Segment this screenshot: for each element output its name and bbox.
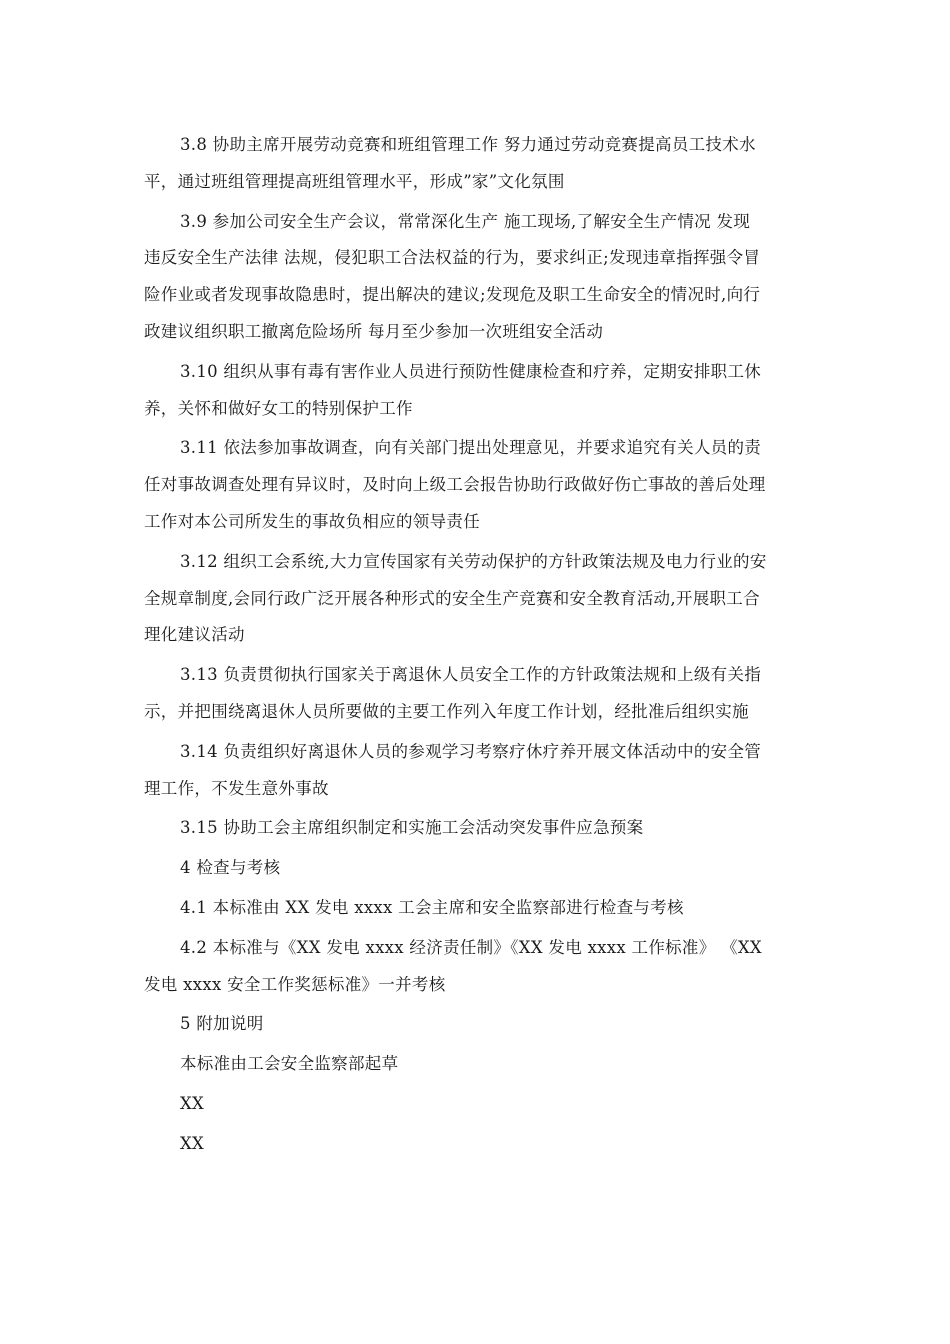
document-body: [144, 127, 816, 1166]
paragraph-line: 工作对本公司所发生的事故负相应的领导责任: [144, 511, 480, 531]
paragraph-p-4-2: [144, 930, 816, 1004]
paragraph-p-xx-2: [144, 1126, 816, 1163]
paragraph-line: 发电 xxxx 安全工作奖惩标准》一并考核: [144, 974, 446, 994]
paragraph-line: 任对事故调查处理有异议时，及时向上级工会报告协助行政做好伤亡事故的善后处理: [144, 475, 766, 495]
paragraph-line: 政建议组织职工撤离危险场所 每月至少参加一次班组安全活动: [144, 321, 604, 341]
paragraph-line: 3.11 依法参加事故调查，向有关部门提出处理意见，并要求追究有关人员的责: [180, 438, 762, 458]
paragraph-p-3-8: [144, 127, 816, 201]
paragraph-p-3-12: [144, 544, 816, 654]
paragraph-p-3-11: [144, 430, 816, 540]
paragraph-line: XX: [180, 1093, 205, 1113]
paragraph-line: 3.15 协助工会主席组织制定和实施工会活动突发事件应急预案: [180, 818, 644, 838]
paragraph-line: 养，关怀和做好女工的特别保护工作: [144, 398, 413, 418]
paragraph-p-3-10: [144, 354, 816, 428]
paragraph-p-3-9: [144, 204, 816, 351]
paragraph-line: 4.2 本标准与《XX 发电 xxxx 经济责任制》《XX 发电 xxxx 工作标准》 《XX: [180, 937, 762, 957]
paragraph-line: 4 检查与考核: [180, 858, 281, 878]
paragraph-line: 险作业或者发现事故隐患时，提出解决的建议;发现危及职工生命安全的情况时,向行: [144, 285, 761, 305]
paragraph-line: 理化建议活动: [144, 625, 245, 645]
paragraph-line: 本标准由工会安全监察部起草: [180, 1054, 399, 1074]
paragraph-line: XX: [180, 1133, 205, 1153]
paragraph-line: 4.1 本标准由 XX 发电 xxxx 工会主席和安全监察部进行检查与考核: [180, 897, 684, 917]
paragraph-line: 示，并把围绕离退休人员所要做的主要工作列入年度工作计划，经批准后组织实施: [144, 701, 749, 721]
paragraph-p-3-15: [144, 810, 816, 847]
paragraph-p-5: [144, 1006, 816, 1043]
paragraph-p-xx-1: [144, 1086, 816, 1123]
paragraph-line: 3.12 组织工会系统,大力宣传国家有关劳动保护的方针政策法规及电力行业的安: [180, 551, 767, 571]
paragraph-line: 3.9 参加公司安全生产会议，常常深化生产 施工现场,了解安全生产情况 发现: [180, 211, 751, 231]
paragraph-p-3-13: [144, 657, 816, 731]
paragraph-line: 平，通过班组管理提高班组管理水平，形成”家”文化氛围: [144, 171, 565, 191]
paragraph-p-note: [144, 1046, 816, 1083]
paragraph-p-4-1: [144, 890, 816, 927]
paragraph-line: 理工作，不发生意外事故: [144, 778, 329, 798]
paragraph-line: 3.14 负责组织好离退休人员的参观学习考察疗休疗养开展文体活动中的安全管: [180, 741, 762, 761]
paragraph-line: 违反安全生产法律 法规，侵犯职工合法权益的行为，要求纠正;发现违章指挥强令冒: [144, 248, 761, 268]
paragraph-line: 5 附加说明: [180, 1014, 264, 1034]
paragraph-line: 3.8 协助主席开展劳动竞赛和班组管理工作 努力通过劳动竞赛提高员工技术水: [180, 135, 756, 154]
paragraph-p-4: [144, 850, 816, 887]
paragraph-line: 全规章制度,会同行政广泛开展各种形式的安全生产竞赛和安全教育活动,开展职工合: [144, 588, 760, 608]
paragraph-line: 3.10 组织从事有毒有害作业人员进行预防性健康检查和疗养，定期安排职工休: [180, 361, 762, 381]
paragraph-line: 3.13 负责贯彻执行国家关于离退休人员安全工作的方针政策法规和上级有关指: [180, 665, 762, 685]
paragraph-p-3-14: [144, 734, 816, 808]
